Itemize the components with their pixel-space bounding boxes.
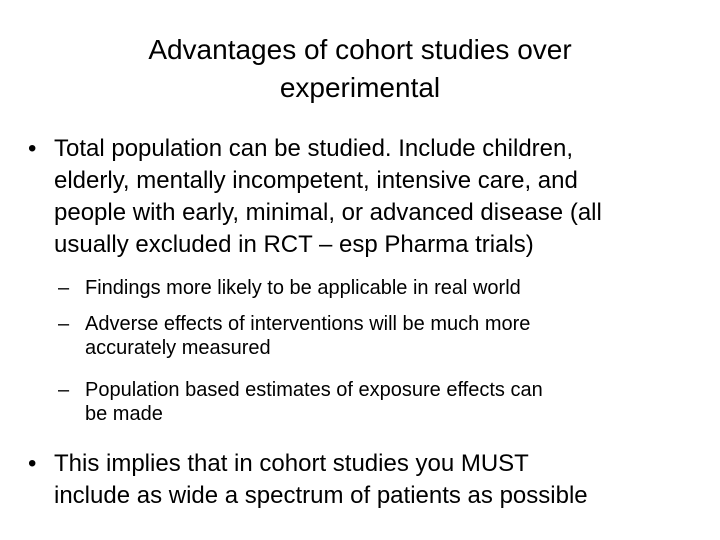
sub-bullet-marker: – — [58, 313, 70, 335]
bullet-text — [32, 133, 692, 261]
sub-bullet-marker: – — [58, 379, 70, 401]
bullet-total-population — [28, 133, 692, 261]
bullet-line: Total population can be studied. Include children, — [54, 135, 574, 162]
sub-bullet-findings — [58, 276, 698, 300]
bullet-marker: • — [28, 135, 37, 162]
sub-bullet-population-estimates — [58, 378, 698, 426]
sub-bullet-marker: – — [58, 277, 70, 299]
sub-bullet-text — [58, 276, 698, 300]
bullet-implication — [28, 448, 692, 512]
sub-bullet-line: Adverse effects of interventions will be much more — [85, 313, 531, 335]
bullet-text — [32, 448, 692, 512]
bullet-line: include as wide a spectrum of patients as possible — [54, 482, 588, 509]
sub-bullet-line: Findings more likely to be applicable in real world — [85, 277, 521, 299]
bullet-line: usually excluded in RCT – esp Pharma trials) — [54, 231, 534, 258]
title-line-2: experimental — [279, 72, 441, 103]
sub-bullet-line: be made — [85, 403, 163, 425]
slide-title — [60, 31, 660, 107]
sub-bullet-line: accurately measured — [85, 337, 271, 359]
sub-bullet-text — [58, 312, 698, 360]
title-line-1: Advantages of cohort studies over — [148, 34, 572, 65]
sub-bullet-line: Population based estimates of exposure effects can — [85, 379, 543, 401]
bullet-line: elderly, mentally incompetent, intensive care, and — [54, 167, 578, 194]
bullet-line: people with early, minimal, or advanced disease (all — [54, 199, 602, 226]
sub-bullet-text — [58, 378, 698, 426]
sub-bullet-adverse-effects — [58, 312, 698, 360]
bullet-marker: • — [28, 450, 37, 477]
bullet-line: This implies that in cohort studies you MUST — [54, 450, 529, 477]
